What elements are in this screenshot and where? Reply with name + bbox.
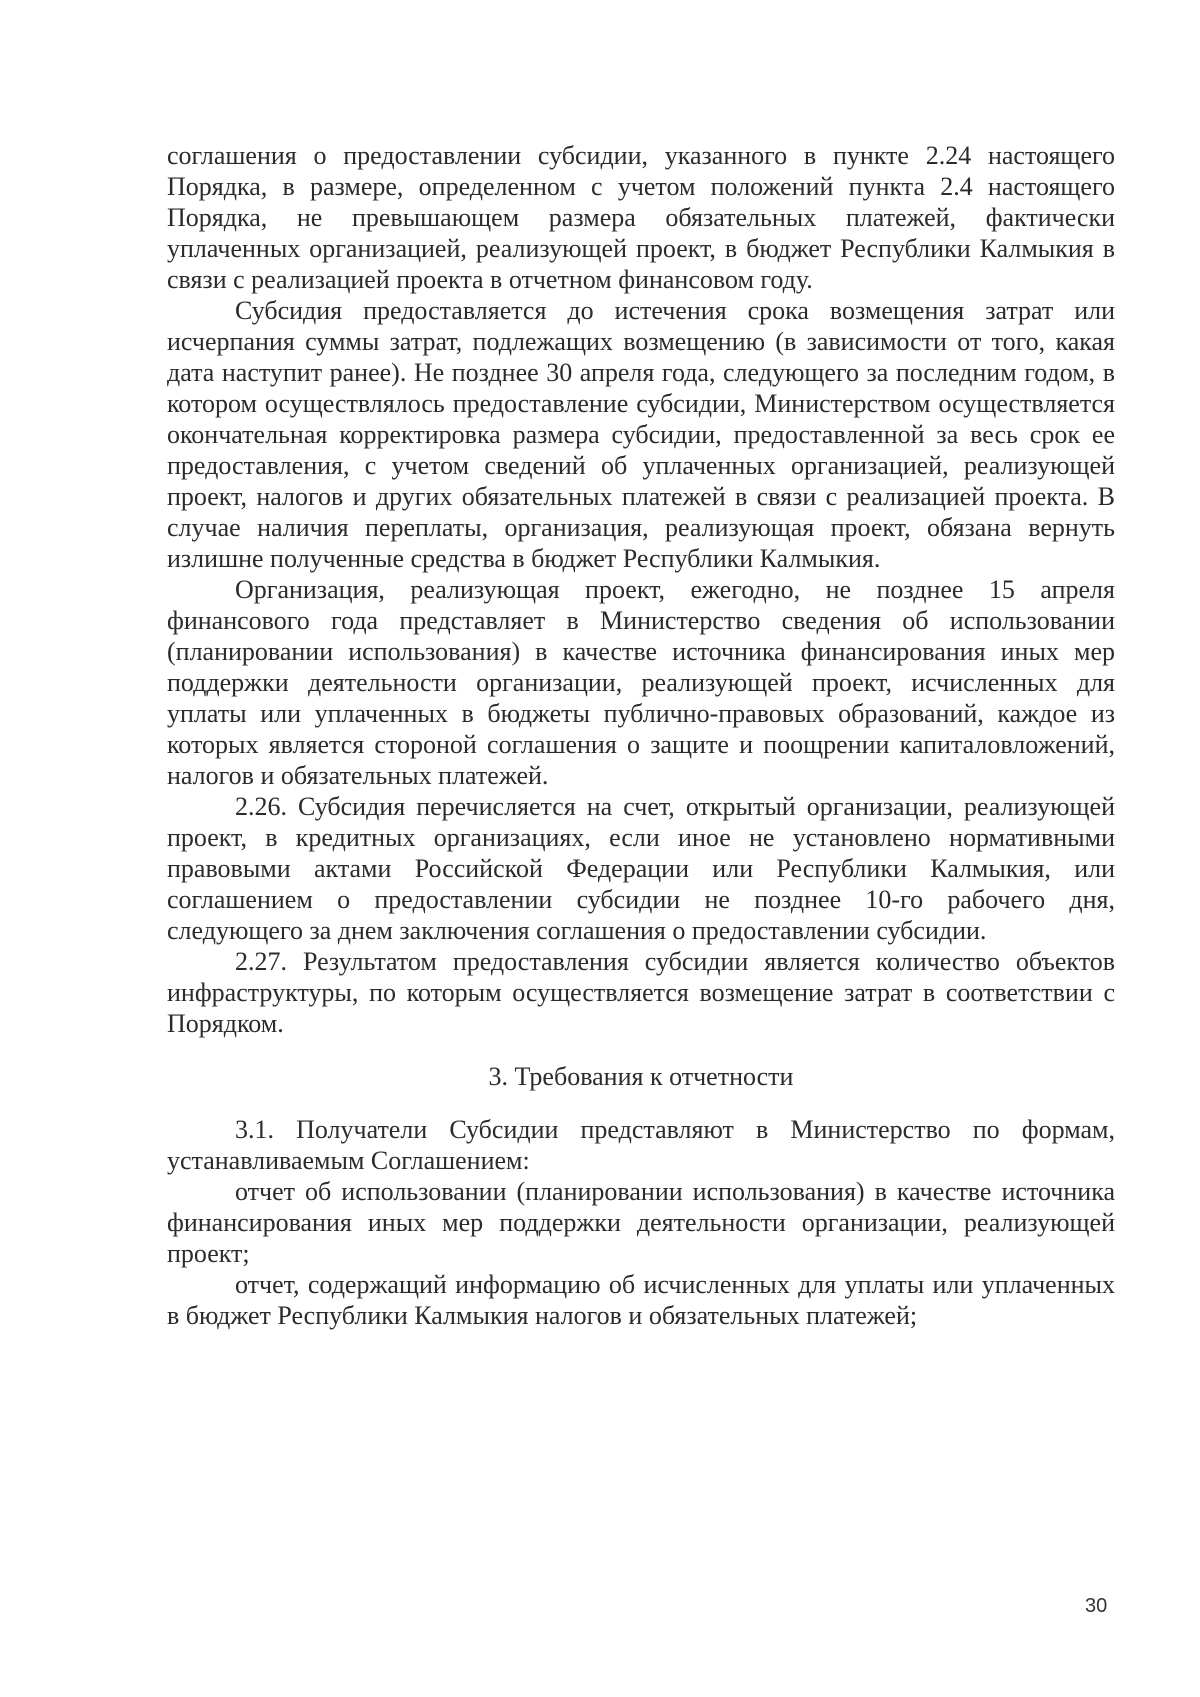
paragraph-2-26: 2.26. Субсидия перечисляется на счет, открытый организации, реализующей проект, в кредитных организациях, если иное не установлено нормативными правовыми актами Российской Федерации или Республики Калмыкия, или соглашением о предоставлении субсидии не позднее 10-го рабочего дня, следующего за днем заключения соглашения о предоставлении субсидии.: [167, 792, 1115, 945]
document-body: [167, 140, 1115, 1331]
paragraph-continuation: соглашения о предоставлении субсидии, указанного в пункте 2.24 настоящего Порядка, в размере, определенном с учетом положений пункта 2.4 настоящего Порядка, не превышающем размера обязательных платежей, фактически уплаченных организацией, реализующей проект, в бюджет Республики Калмыкия в связи с реализацией проекта в отчетном финансовом году.: [167, 141, 1115, 294]
list-item-usage-report: отчет об использовании (планировании использования) в качестве источника финансирования иных мер поддержки деятельности организации, реализующей проект;: [167, 1177, 1115, 1268]
paragraph-subsidy-term: Субсидия предоставляется до истечения срока возмещения затрат или исчерпания суммы затрат, подлежащих возмещению (в зависимости от того, какая дата наступит ранее). Не позднее 30 апреля года, следующего за последним годом, в котором осуществлялось предоставление субсидии, Министерством осуществляется окончательная корректировка размера субсидии, предоставленной за весь срок ее предоставления, с учетом сведений об уплаченных организацией, реализующей проект, налогов и других обязательных платежей в связи с реализацией проекта. В случае наличия переплаты, организация, реализующая проект, обязана вернуть излишне полученные средства в бюджет Республики Калмыкия.: [167, 296, 1115, 573]
paragraph-2-27: 2.27. Результатом предоставления субсидии является количество объектов инфраструктуры, по которым осуществляется возмещение затрат в соответствии с Порядком.: [167, 947, 1115, 1038]
page-number: 30: [1085, 1595, 1108, 1617]
paragraph-organization-report: Организация, реализующая проект, ежегодно, не позднее 15 апреля финансового года представляет в Министерство сведения об использовании (планировании использования) в качестве источника финансирования иных мер поддержки деятельности организации, реализующей проект, исчисленных для уплаты или уплаченных в бюджеты публично-правовых образований, каждое из которых является стороной соглашения о защите и поощрении капиталовложений, налогов и обязательных платежей.: [167, 575, 1115, 790]
list-item-tax-report: отчет, содержащий информацию об исчисленных для уплаты или уплаченных в бюджет Республики Калмыкия налогов и обязательных платежей;: [167, 1270, 1115, 1330]
paragraph-3-1: 3.1. Получатели Субсидии представляют в Министерство по формам, устанавливаемым Соглашением:: [167, 1115, 1115, 1175]
section-heading: 3. Требования к отчетности: [488, 1062, 794, 1091]
